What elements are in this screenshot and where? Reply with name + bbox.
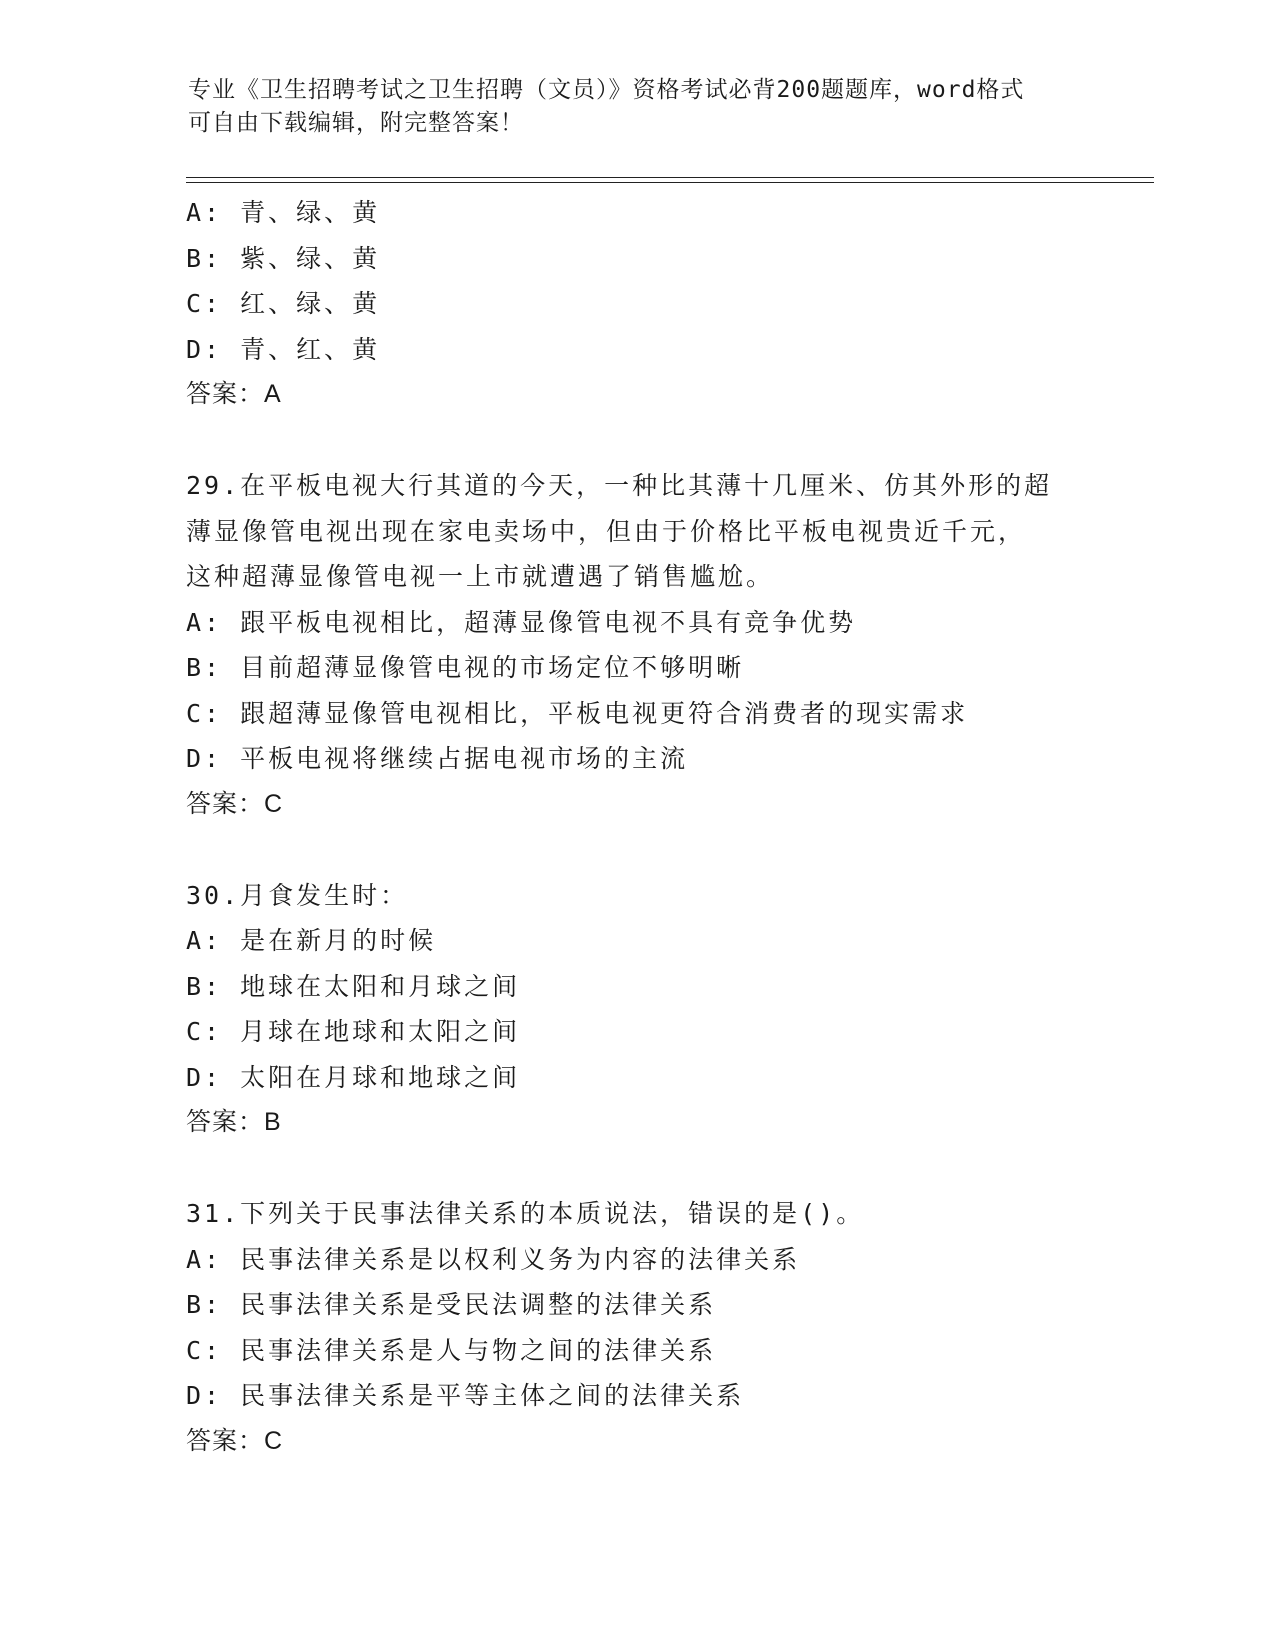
header-line-2: 可自由下载编辑，附完整答案！ [188, 110, 524, 136]
question-stem-line: 29.在平板电视大行其道的今天，一种比其薄十几厘米、仿其外形的超 [186, 471, 1053, 500]
option-a: A: 跟平板电视相比，超薄显像管电视不具有竞争优势 [186, 607, 857, 637]
option-b: B: 地球在太阳和月球之间 [186, 971, 521, 1001]
header-divider-bottom [186, 182, 1154, 183]
question-block [186, 873, 1146, 1146]
option-b: B: 紫、绿、黄 [186, 243, 381, 273]
question-block [186, 190, 1146, 418]
option-a: A: 民事法律关系是以权利义务为内容的法律关系 [186, 1244, 801, 1274]
question-block [186, 463, 1146, 827]
option-b: B: 民事法律关系是受民法调整的法律关系 [186, 1290, 717, 1319]
option-d: D: 民事法律关系是平等主体之间的法律关系 [186, 1381, 745, 1410]
answer-line: 答案：C [186, 789, 284, 818]
question-spacer [186, 418, 1146, 464]
option-c: C: 民事法律关系是人与物之间的法律关系 [186, 1335, 717, 1365]
question-spacer [186, 827, 1146, 873]
question-stem-line: 30.月食发生时： [186, 880, 409, 910]
header-divider-top [186, 177, 1154, 178]
answer-line: 答案：A [186, 380, 282, 408]
question-stem-line: 31.下列关于民事法律关系的本质说法，错误的是()。 [186, 1199, 865, 1228]
option-c: C: 红、绿、黄 [186, 289, 381, 318]
answer-line: 答案：B [186, 1108, 282, 1136]
option-d: D: 平板电视将继续占据电视市场的主流 [186, 744, 689, 773]
answer-line: 答案：C [186, 1426, 284, 1455]
document-header [188, 74, 1088, 140]
option-d: D: 太阳在月球和地球之间 [186, 1062, 521, 1092]
header-line-1: 专业《卫生招聘考试之卫生招聘（文员）》资格考试必背200题题库，word格式 [188, 77, 1025, 103]
question-stem-line: 薄显像管电视出现在家电卖场中，但由于价格比平板电视贵近千元， [186, 516, 1027, 546]
option-a: A: 青、绿、黄 [186, 198, 381, 227]
question-spacer [186, 1146, 1146, 1192]
question-stem-line: 这种超薄显像管电视一上市就遭遇了销售尴尬。 [186, 562, 775, 591]
question-block [186, 1191, 1146, 1464]
option-c: C: 月球在地球和太阳之间 [186, 1017, 521, 1046]
option-a: A: 是在新月的时候 [186, 926, 437, 955]
question-list [186, 190, 1146, 1464]
option-c: C: 跟超薄显像管电视相比，平板电视更符合消费者的现实需求 [186, 698, 969, 728]
option-d: D: 青、红、黄 [186, 334, 381, 364]
option-b: B: 目前超薄显像管电视的市场定位不够明晰 [186, 653, 745, 682]
